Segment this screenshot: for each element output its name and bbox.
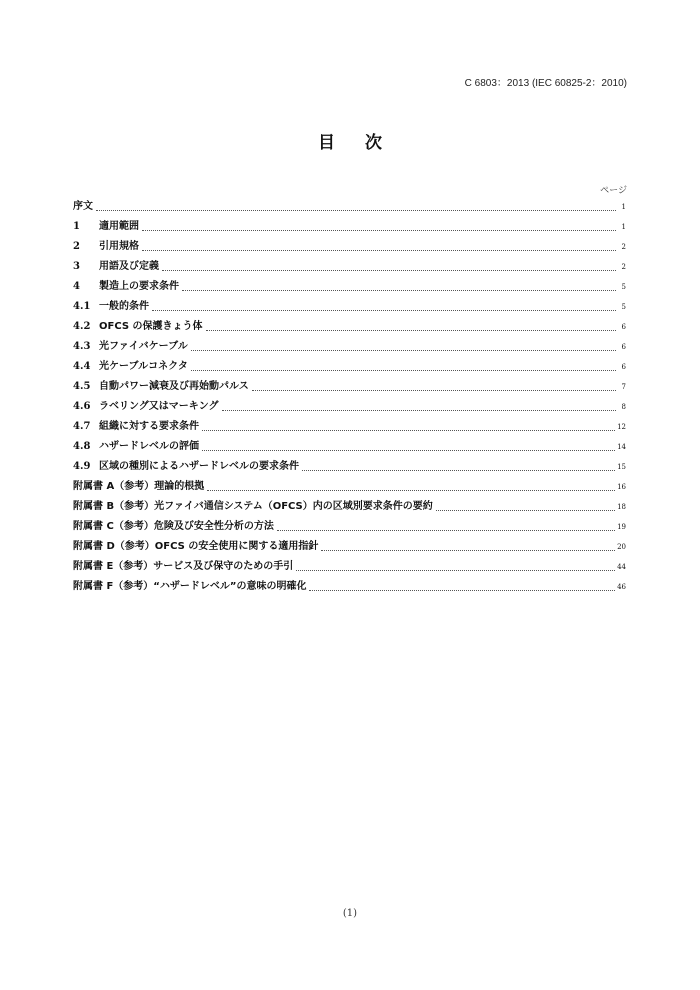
toc-entry-page: 2 — [621, 263, 626, 271]
toc-list — [73, 197, 626, 597]
toc-entry-page: 5 — [621, 303, 626, 311]
toc-entry[interactable] — [73, 577, 626, 597]
dot-leader — [206, 330, 616, 331]
toc-entry-number: 4.3 — [73, 341, 91, 352]
toc-entry-page: 12 — [617, 423, 626, 431]
toc-entry-page: 44 — [617, 563, 626, 571]
toc-entry[interactable] — [73, 497, 626, 517]
toc-entry-label: 附属書 A（参考）理論的根拠 — [73, 481, 205, 492]
dot-leader — [207, 490, 615, 491]
toc-entry-page: 8 — [621, 403, 626, 411]
page-column-caption: ページ — [600, 186, 627, 196]
dot-leader — [436, 510, 615, 511]
toc-entry-number: 4.7 — [73, 421, 91, 432]
toc-entry-number: 4.6 — [73, 401, 91, 412]
dot-leader — [252, 390, 616, 391]
toc-entry[interactable] — [73, 197, 626, 217]
dot-leader — [142, 250, 616, 251]
toc-entry-label: 序文 — [73, 201, 93, 212]
toc-entry[interactable] — [73, 397, 626, 417]
toc-entry[interactable] — [73, 457, 626, 477]
toc-entry-page: 6 — [621, 323, 626, 331]
toc-entry-label: 一般的条件 — [99, 301, 149, 312]
toc-entry-label: 附属書 E（参考）サービス及び保守のための手引 — [73, 561, 294, 572]
dot-leader — [142, 230, 616, 231]
toc-entry[interactable] — [73, 357, 626, 377]
toc-entry-page: 19 — [617, 523, 626, 531]
toc-entry[interactable] — [73, 317, 626, 337]
toc-entry[interactable] — [73, 437, 626, 457]
toc-entry-page: 1 — [621, 203, 626, 211]
toc-entry-number: 1 — [73, 221, 80, 232]
dot-leader — [96, 210, 616, 211]
toc-entry-number: 4.2 — [73, 321, 91, 332]
toc-entry-label: 用語及び定義 — [99, 261, 159, 272]
dot-leader — [202, 430, 615, 431]
toc-entry[interactable] — [73, 337, 626, 357]
toc-entry-page: 5 — [621, 283, 626, 291]
toc-entry-label: ハザードレベルの評価 — [99, 441, 199, 452]
toc-entry-page: 15 — [617, 463, 626, 471]
toc-entry-label: 自動パワー減衰及び再始動パルス — [99, 381, 249, 392]
dot-leader — [321, 550, 615, 551]
standard-id: C 6803：2013 (IEC 60825-2：2010) — [464, 78, 627, 89]
toc-entry-label: 附属書 F（参考）“ハザードレベル”の意味の明確化 — [73, 581, 307, 592]
dot-leader — [191, 350, 616, 351]
toc-entry[interactable] — [73, 557, 626, 577]
toc-entry[interactable] — [73, 377, 626, 397]
toc-entry-label: 光ケーブルコネクタ — [99, 361, 188, 372]
toc-entry-label: 附属書 D（参考）OFCS の安全使用に関する適用指針 — [73, 541, 319, 552]
toc-entry-number: 3 — [73, 261, 80, 272]
dot-leader — [309, 590, 615, 591]
toc-entry-label: 附属書 C（参考）危険及び安全性分析の方法 — [73, 521, 274, 532]
toc-entry-number: 2 — [73, 241, 80, 252]
toc-entry[interactable] — [73, 277, 626, 297]
toc-entry-page: 14 — [617, 443, 626, 451]
toc-entry[interactable] — [73, 517, 626, 537]
toc-entry-label: 引用規格 — [99, 241, 139, 252]
toc-entry-label: 製造上の要求条件 — [99, 281, 179, 292]
dot-leader — [191, 370, 616, 371]
toc-entry-page: 46 — [617, 583, 626, 591]
toc-title: 目 次 — [318, 133, 394, 153]
dot-leader — [162, 270, 616, 271]
toc-entry[interactable] — [73, 237, 626, 257]
toc-entry-label: OFCS の保護きょう体 — [99, 321, 203, 332]
toc-entry[interactable] — [73, 537, 626, 557]
toc-entry[interactable] — [73, 297, 626, 317]
dot-leader — [182, 290, 616, 291]
toc-entry-page: 2 — [621, 243, 626, 251]
footer-page-number: (1) — [342, 908, 358, 919]
toc-entry-page: 18 — [617, 503, 626, 511]
toc-entry[interactable] — [73, 477, 626, 497]
dot-leader — [296, 570, 615, 571]
dot-leader — [277, 530, 615, 531]
toc-entry-page: 16 — [617, 483, 626, 491]
toc-entry-label: 光ファイバケーブル — [99, 341, 188, 352]
dot-leader — [302, 470, 615, 471]
toc-entry-page: 1 — [621, 223, 626, 231]
toc-entry-number: 4.8 — [73, 441, 91, 452]
toc-entry-number: 4.4 — [73, 361, 91, 372]
toc-entry-label: 組織に対する要求条件 — [99, 421, 199, 432]
toc-entry-number: 4.1 — [73, 301, 91, 312]
toc-entry[interactable] — [73, 257, 626, 277]
toc-entry-label: ラベリング又はマーキング — [99, 401, 219, 412]
toc-entry-number: 4.5 — [73, 381, 91, 392]
toc-entry[interactable] — [73, 217, 626, 237]
toc-entry-label: 附属書 B（参考）光ファイバ通信システム（OFCS）内の区域別要求条件の要約 — [73, 501, 433, 512]
dot-leader — [152, 310, 616, 311]
dot-leader — [222, 410, 617, 411]
toc-entry-page: 6 — [621, 343, 626, 351]
toc-entry-number: 4.9 — [73, 461, 91, 472]
toc-entry-page: 6 — [621, 363, 626, 371]
toc-entry[interactable] — [73, 417, 626, 437]
toc-entry-label: 適用範囲 — [99, 221, 139, 232]
dot-leader — [202, 450, 615, 451]
toc-entry-page: 7 — [621, 383, 626, 391]
toc-entry-number: 4 — [73, 281, 80, 292]
toc-entry-label: 区域の種別によるハザードレベルの要求条件 — [99, 461, 299, 472]
toc-entry-page: 20 — [617, 543, 626, 551]
